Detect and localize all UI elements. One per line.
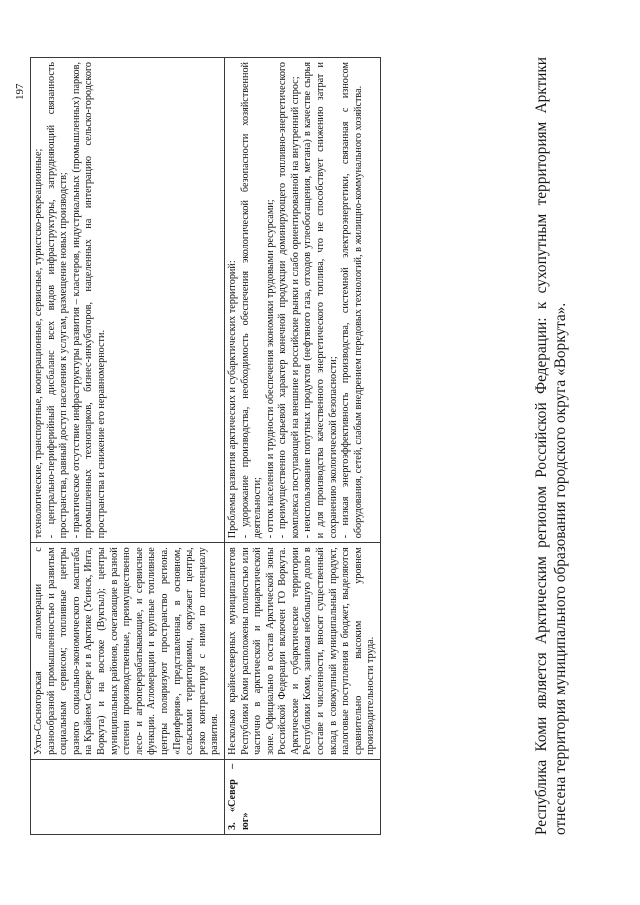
problem-item: - отток населения и трудности обеспечения экономики трудовыми ресурсами;	[264, 199, 276, 539]
problem-item: технологические, транспортные, кооперационные, сервисные, туристско-рекреационные;	[33, 148, 44, 539]
problem-item: - низкая энергоэффективность производства, системной электроэнергетики, связанная с износом оборудования, сетей, слабым внедрением передовых технологий, в жилищно-коммунального хозяйства.	[340, 62, 364, 539]
page-number: 197	[14, 83, 26, 100]
development-problems-table	[30, 57, 381, 835]
table-row	[31, 58, 225, 835]
table-cell-problems	[31, 58, 225, 543]
problem-item: - неиспользование попутных продуктов (нефтяного газа, отходов углеобогащения, метана) в качестве сырья и для производства качественного энергетического топлива, что не способствует снижению затрат и сохранению экологической безопасности;	[302, 62, 339, 539]
problem-item: - удорожание производства, необходимость обеспечения экологической безопасности хозяйственной деятельности;	[239, 62, 264, 539]
problem-item: - центрально-периферийный дисбаланс всех видов инфраструктуры, затрудняющий связанность пространства, равный доступ населения к услугам, размещение новых производств;	[45, 62, 70, 539]
problem-item: - преимущественно сырьевой характер конечной продукции доминирующего топливно-энергетического комплекса поступающей на внешние и российские рынки и слабо ориентированной на внутренний спрос;	[277, 62, 301, 539]
table-cell-characteristics: Несколько крайнесеверных муниципалитетов Республики Коми расположены полностью или частично в арктической и приарктической зоне. Официально в состав Арктической зоны Российской Федерации включен ГО Воркута. Арктические и субарктические территории Республики Коми, занимая небольшую долю в составе и численности, вносят существенный вклад в совокупный муниципальный продукт, налоговые поступления в бюджет, выделяются сравнительно высоким уровнем производительности труда.	[224, 543, 380, 760]
problem-heading: Проблемы развития арктических и субарктических территорий:	[226, 260, 238, 539]
table-cell-axis	[31, 759, 225, 834]
table-row	[224, 58, 380, 835]
problem-item: - практическое отсутствие инфраструктуры развития – кластеров, индустриальных (промышленных) парков, промышленных технопарков, бизнес-инкубаторов, нацеленных на интеграцию сельско-городского пространства и снижение его неравномерности.	[70, 62, 107, 539]
table-cell-characteristics: Ухто-Сосногорская агломерации с разнообразной промышленностью и развитым социальным сервисом; топливные центры разного социально-экономического масштаба на Крайнем Севере и в Арктике (Усинск, Инта, Воркута) и на востоке (Вуктыл); центры муниципальных районов, сочетающие в разной степени производственные, преимущественно лесо- и агроперерабатывающие, и сервисные функции. Агломерации и крупные топливные центры поляризуют пространство региона. «Периферия», представленная, в основном, сельскими территориями, окружает центры, резко контрастируя с ними по потенциалу развития.	[31, 543, 225, 760]
table-cell-problems	[224, 58, 380, 543]
body-paragraph: Республика Коми является Арктическим регионом Российской Федерации: к сухопутным территориям Арктики отнесена территория муниципального образования городского округа «Воркута».	[533, 57, 569, 835]
table-cell-axis: 3. «Север – юг»	[224, 759, 380, 834]
